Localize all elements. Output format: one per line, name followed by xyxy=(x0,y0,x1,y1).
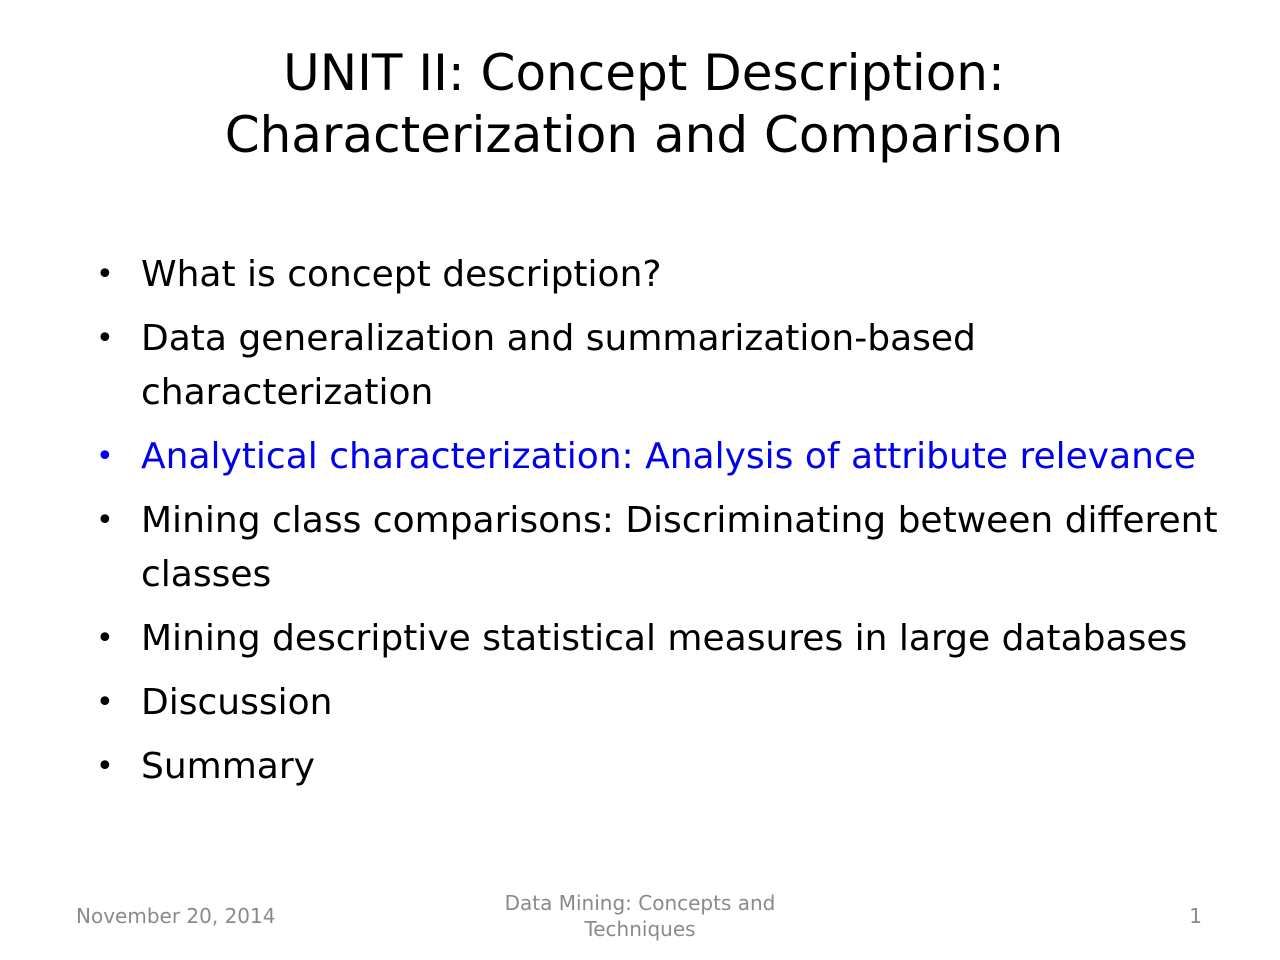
bullet-item-data-generalization xyxy=(96,312,1266,420)
bullet-icon: • xyxy=(96,685,114,720)
bullet-item-analytical-characterization xyxy=(96,430,1266,484)
footer-date: November 20, 2014 xyxy=(76,904,276,928)
bullet-text: What is concept description? xyxy=(141,254,662,295)
bullet-text: Discussion xyxy=(141,682,333,723)
slide-title-line-2: Characterization and Comparison xyxy=(224,106,1064,164)
slide-title xyxy=(80,42,1208,166)
bullet-text: Data generalization and summarization-based characterization xyxy=(141,318,976,413)
bullet-list xyxy=(96,248,1266,804)
bullet-icon: • xyxy=(96,257,114,292)
bullet-text: Analytical characterization: Analysis of attribute relevance xyxy=(141,436,1196,477)
footer-title: Data Mining: Concepts and Techniques xyxy=(504,891,776,941)
bullet-item-concept-description xyxy=(96,248,1266,302)
bullet-icon: • xyxy=(96,749,114,784)
slide-title-line-1: UNIT II: Concept Description: xyxy=(283,44,1005,102)
bullet-icon: • xyxy=(96,503,114,538)
bullet-icon: • xyxy=(96,621,114,656)
bullet-icon: • xyxy=(96,439,114,474)
bullet-text: Mining descriptive statistical measures in large databases xyxy=(141,618,1188,659)
bullet-text: Summary xyxy=(141,746,315,787)
bullet-icon: • xyxy=(96,321,114,356)
bullet-item-class-comparisons xyxy=(96,494,1266,602)
bullet-text: Mining class comparisons: Discriminating between different classes xyxy=(141,500,1218,595)
bullet-item-discussion xyxy=(96,676,1266,730)
footer-page-number: 1 xyxy=(1189,904,1202,928)
bullet-item-summary xyxy=(96,740,1266,794)
bullet-item-statistical-measures xyxy=(96,612,1266,666)
